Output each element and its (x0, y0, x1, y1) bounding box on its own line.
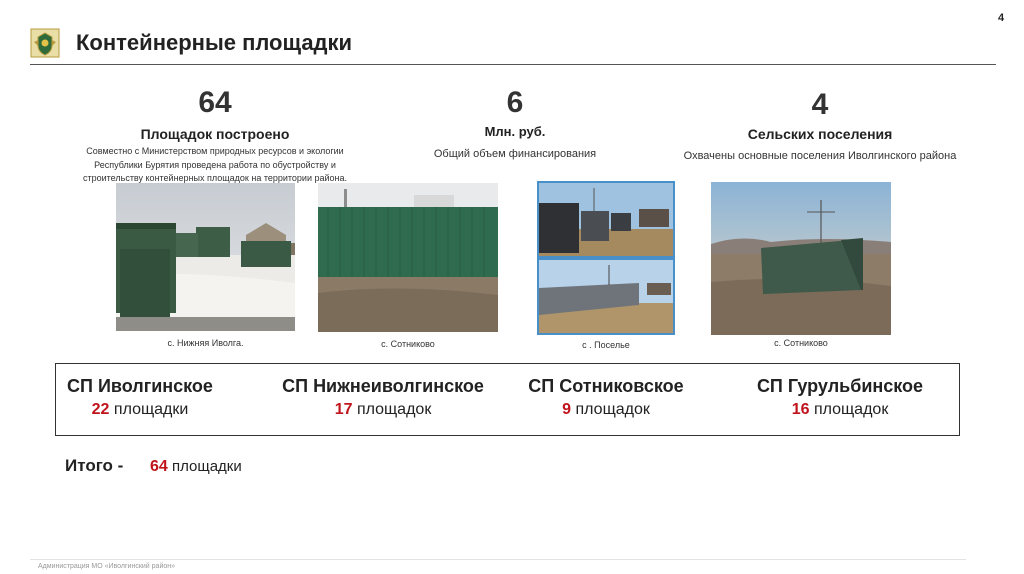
settlement-count (55, 401, 225, 419)
photo-caption: с. Сотниково (774, 338, 828, 348)
page-number: 4 (998, 12, 1005, 24)
stat-number: 4 (811, 88, 829, 121)
settlement-count-number: 22 (91, 401, 110, 418)
settlement-nizhneivolginskoe (278, 376, 488, 419)
stat-description: Охвачены основные поселения Иволгинского района (683, 150, 957, 162)
coat-of-arms-icon (30, 28, 60, 58)
stat-number: 64 (198, 86, 232, 119)
stat-label: Млн. руб. (484, 124, 546, 139)
total-unit: площадки (171, 458, 242, 475)
photo-caption: с . Поселье (582, 340, 630, 350)
settlement-count-unit: площадок (813, 401, 889, 418)
title-divider (30, 64, 996, 65)
stat-label: Сельских поселения (747, 126, 893, 142)
settlement-name: СП Сотниковское (528, 376, 684, 396)
stat-description (60, 145, 370, 186)
stat-description-line: строительству контейнерных площадок на территории района. (82, 173, 347, 183)
total-label: Итого - (65, 456, 124, 475)
settlement-count-unit: площадки (113, 401, 189, 418)
settlement-count (520, 401, 692, 419)
settlement-count-unit: площадок (356, 401, 432, 418)
settlement-count (745, 401, 935, 419)
page-title: Контейнерные площадки (76, 30, 353, 55)
settlement-count (278, 401, 488, 419)
settlement-name: СП Гурульбинское (756, 376, 924, 396)
photo-caption: с. Сотниково (381, 339, 435, 349)
photo-posele (537, 181, 675, 335)
photo-nizhnyaya-ivolga (116, 183, 295, 331)
total-value (150, 458, 242, 476)
stat-description-line: Совместно с Министерством природных ресурсов и экологии (86, 146, 344, 156)
settlement-ivolginskoe (55, 376, 225, 419)
settlement-count-unit: площадок (575, 401, 650, 418)
settlement-name: СП Иволгинское (67, 376, 213, 396)
stat-built-sites (60, 88, 370, 186)
photo-sotnikovo-1 (318, 183, 498, 332)
stat-label: Площадок построено (140, 126, 290, 142)
stat-funding (400, 88, 630, 162)
settlement-count-number: 17 (334, 401, 353, 418)
footer-text: Администрация МО «Иволгинский район» (38, 563, 176, 570)
stat-description: Общий объем финансирования (433, 148, 597, 160)
settlement-gurulbinskoe (745, 376, 935, 419)
settlement-count-number: 9 (562, 401, 572, 418)
settlement-name: СП Нижнеиволгинское (282, 376, 484, 396)
stat-number: 6 (506, 86, 524, 119)
settlement-sotnikovskoe (520, 376, 692, 419)
stat-description-line: Республики Бурятия проведена работа по обустройству и (94, 159, 336, 170)
footer-divider (30, 559, 966, 560)
settlement-count-number: 16 (791, 401, 810, 418)
photo-caption: с. Нижняя Иволга. (167, 338, 244, 348)
stat-settlements (660, 90, 980, 164)
total-count: 64 (150, 458, 168, 475)
photo-sotnikovo-2 (711, 182, 891, 335)
